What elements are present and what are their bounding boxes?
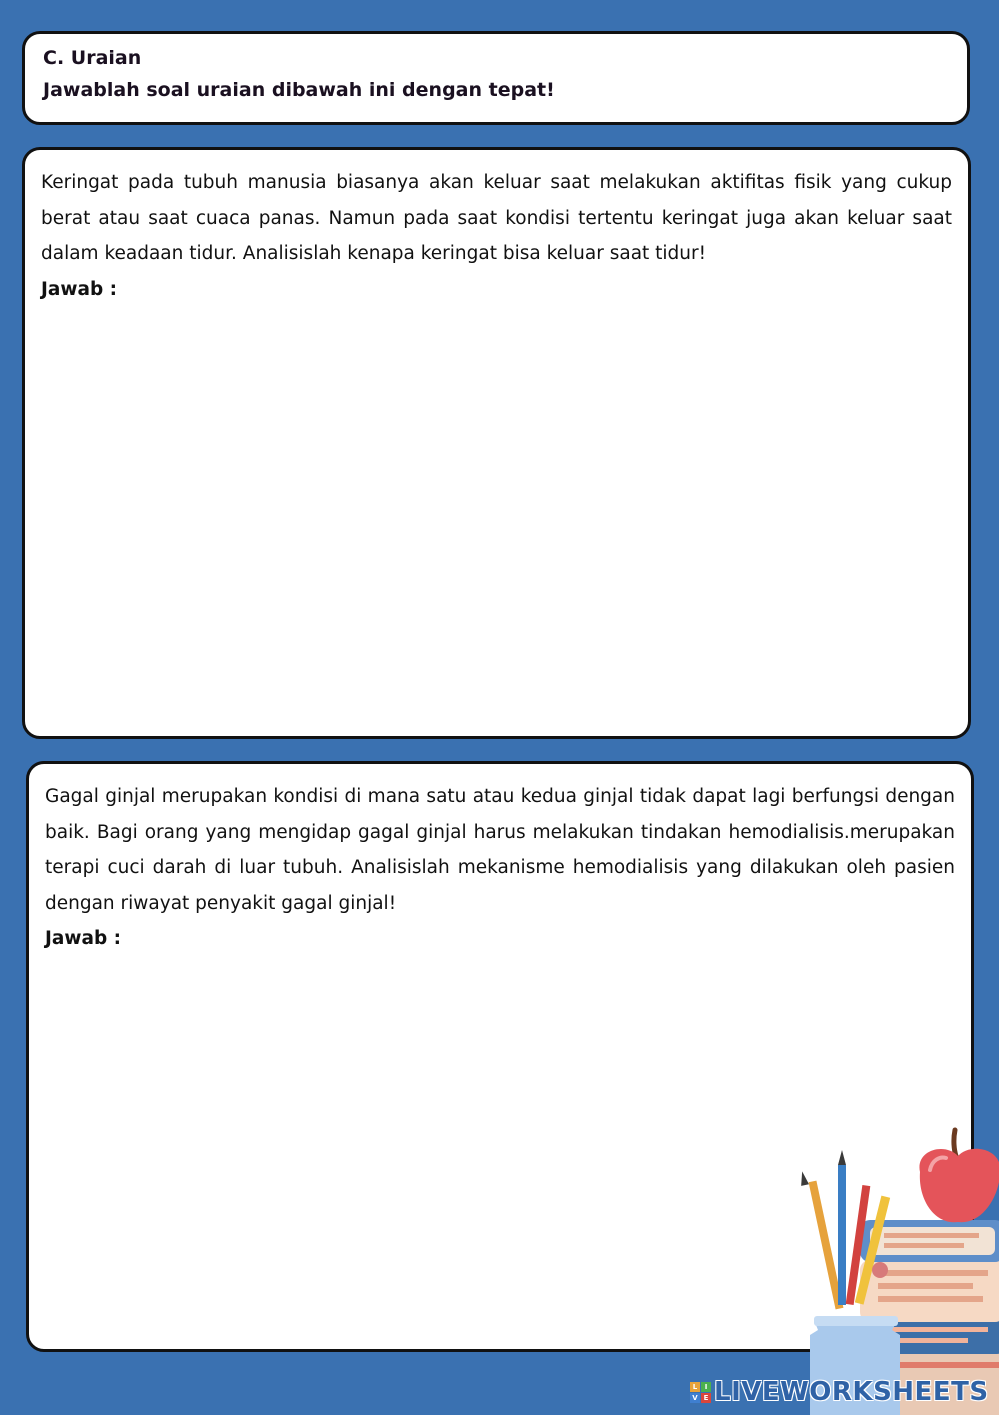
- liveworksheets-brand: [690, 1376, 989, 1408]
- question-text-1: Keringat pada tubuh manusia biasanya akan keluar saat melakukan aktifitas fisik yang cukup berat atau saat cuaca panas. Namun pada saat kondisi tertentu keringat juga akan keluar saat dalam keadaan tidur. Analisislah kenapa keringat bisa keluar saat tidur!: [41, 172, 952, 264]
- section-header: [22, 31, 970, 125]
- section-instruction: Jawablah soal uraian dibawah ini dengan tepat!: [43, 79, 555, 101]
- answer-input-1[interactable]: [41, 290, 952, 722]
- school-supplies-illustration: [800, 1120, 999, 1415]
- question-card-1: [22, 147, 971, 739]
- liveworksheets-logo-icon: L I V E: [690, 1382, 711, 1403]
- question-text-2: Gagal ginjal merupakan kondisi di mana satu atau kedua ginjal tidak dapat lagi berfungsi dengan baik. Bagi orang yang mengidap gagal ginjal harus melakukan tindakan hemodialisis.merupakan terapi cuci darah di luar tubuh. Analisislah mekanisme hemodialisis yang dilakukan oleh pasien dengan riwayat penyakit gagal ginjal!: [45, 786, 955, 914]
- answer-label-2: Jawab :: [45, 928, 122, 949]
- brand-name: LIVEWORKSHEETS: [714, 1377, 989, 1407]
- answer-label-1: Jawab :: [41, 278, 118, 300]
- apple-icon: [919, 1130, 999, 1222]
- section-title: C. Uraian: [43, 47, 142, 69]
